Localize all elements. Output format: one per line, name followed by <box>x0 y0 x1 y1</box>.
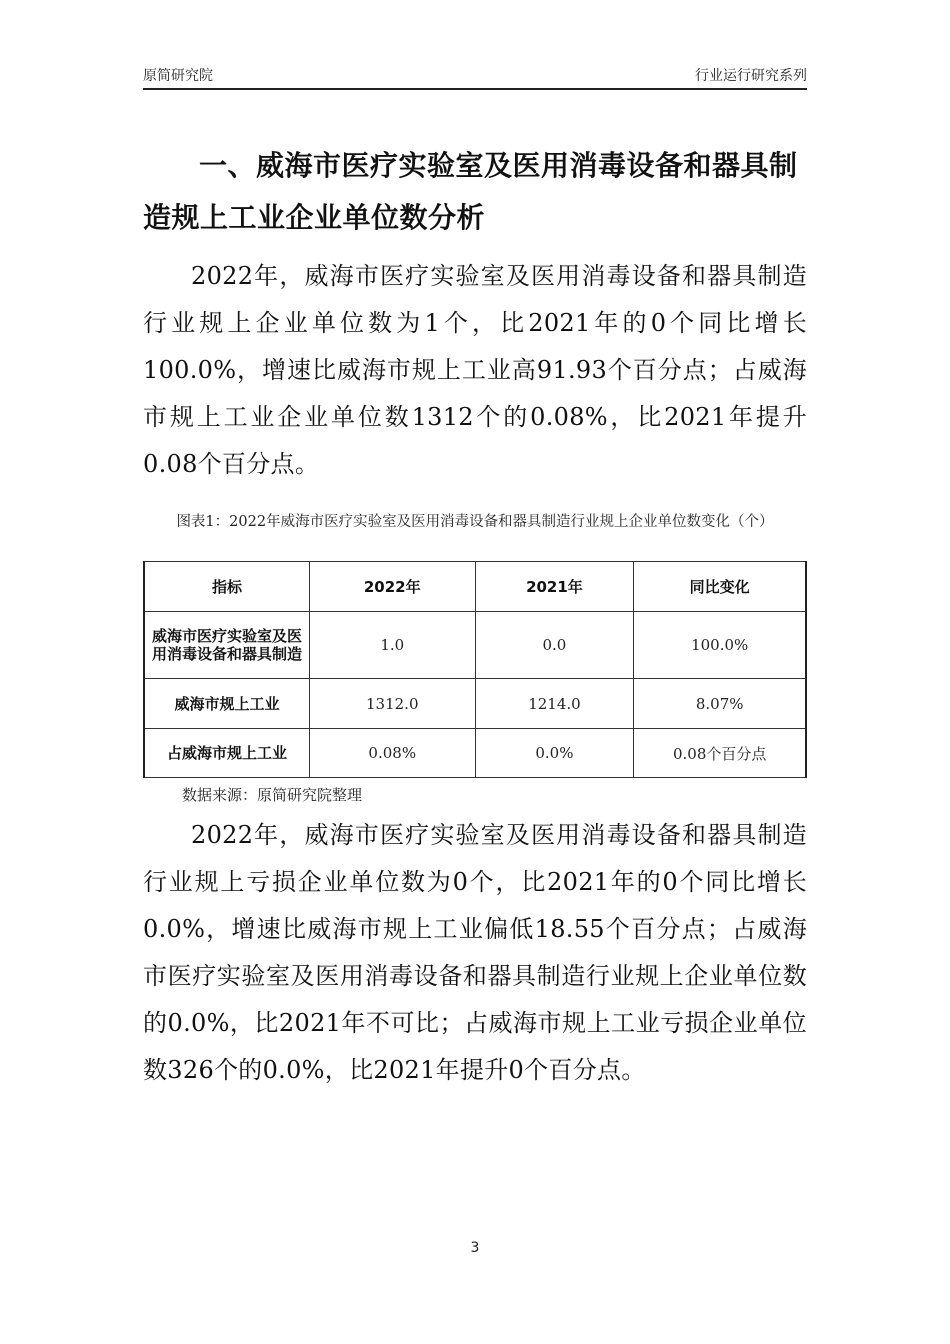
data-source-note: 数据来源：原简研究院整理 <box>182 786 363 804</box>
cell-2022: 1312.0 <box>310 679 476 729</box>
cell-2021: 0.0% <box>475 729 634 778</box>
table-row <box>144 612 806 679</box>
header-indicator: 指标 <box>144 562 310 612</box>
cell-yoy: 8.07% <box>634 679 806 729</box>
cell-yoy: 100.0% <box>634 612 806 679</box>
row-label: 威海市医疗实验室及医用消毒设备和器具制造 <box>144 612 310 679</box>
cell-2022: 1.0 <box>310 612 476 679</box>
table-row <box>144 679 806 729</box>
section-title: 一、威海市医疗实验室及医用消毒设备和器具制造规上工业企业单位数分析 <box>143 149 798 234</box>
header-series-name: 行业运行研究系列 <box>695 68 807 84</box>
cell-2021: 1214.0 <box>475 679 634 729</box>
table-row <box>144 729 806 778</box>
header-2021: 2021年 <box>475 562 634 612</box>
cell-yoy: 0.08个百分点 <box>634 729 806 778</box>
page-header <box>143 64 807 90</box>
enterprise-count-table <box>143 561 807 778</box>
header-2022: 2022年 <box>310 562 476 612</box>
row-label: 威海市规上工业 <box>144 679 310 729</box>
row-label: 占威海市规上工业 <box>144 729 310 778</box>
table-caption: 图表1：2022年威海市医疗实验室及医用消毒设备和器具制造行业规上企业单位数变化（个） <box>176 514 774 530</box>
header-org-name: 原简研究院 <box>143 68 213 84</box>
paragraph-enterprise-count: 2022年，威海市医疗实验室及医用消毒设备和器具制造行业规上企业单位数为1个，比2021年的0个同比增长100.0%，增速比威海市规上工业高91.93个百分点；占威海市规上工业企业单位数1312个的0.08%，比2021年提升0.08个百分点。 <box>143 262 807 478</box>
cell-2022: 0.08% <box>310 729 476 778</box>
paragraph-loss-enterprise-count: 2022年，威海市医疗实验室及医用消毒设备和器具制造行业规上亏损企业单位数为0个，比2021年的0个同比增长0.0%，增速比威海市规上工业偏低18.55个百分点；占威海市医疗实验室及医用消毒设备和器具制造行业规上企业单位数的0.0%，比2021年不可比；占威海市规上工业亏损企业单位数326个的0.0%，比2021年提升0个百分点。 <box>143 821 807 1084</box>
page-number: 3 <box>470 1240 480 1256</box>
table-header-row <box>144 562 806 612</box>
header-yoy-change: 同比变化 <box>634 562 806 612</box>
cell-2021: 0.0 <box>475 612 634 679</box>
